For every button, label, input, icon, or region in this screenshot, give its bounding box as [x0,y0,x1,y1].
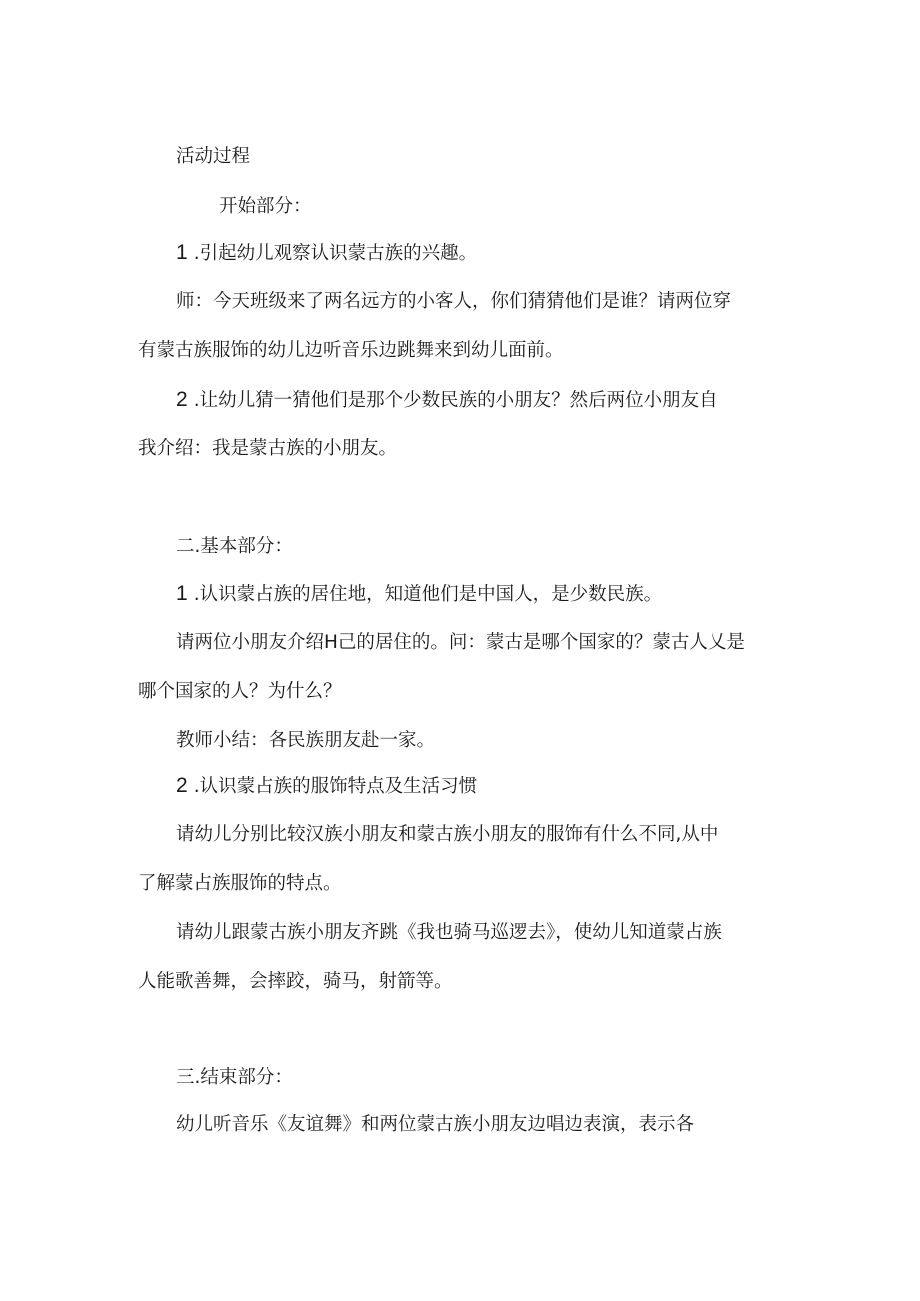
basic-item-1 [176,582,662,607]
opening-item-2 [176,388,718,413]
item-number: 2 [176,388,188,411]
item-number: 1 [176,241,188,264]
basic-para-2-line-1: 请幼儿分别比较汉族小朋友和蒙古族小朋友的服饰有什么不同,从中 [176,824,719,845]
section-title: 活动过程 [176,146,251,167]
item-text: .让幼儿猜一猜他们是那个少数民族的小朋友？然后两位小朋友自 [193,390,718,411]
ending-para-1-line-1: 幼儿听音乐《友谊舞》和两位蒙古族小朋友边唱边表演，表示各 [176,1114,695,1135]
basic-para-2-line-2: 了解蒙占族服饰的特点。 [138,873,342,894]
item-number: 1 [176,582,188,605]
item-number: 2 [176,774,188,797]
basic-para-1-line-2: 哪个国家的人？为什么？ [138,681,342,702]
opening-item-2-line-2: 我介绍：我是蒙古族的小朋友。 [138,438,398,459]
item-text: .认识蒙占族的服饰特点及生活习惯 [193,776,478,797]
basic-para-3-line-1: 请幼儿跟蒙古族小朋友齐跳《我也骑马巡逻去》，使幼儿知道蒙占族 [176,922,722,943]
basic-para-1-line-1: 请两位小朋友介绍H己的居住的。问：蒙古是哪个国家的？蒙古人乂是 [176,632,745,653]
item-text: .认识蒙占族的居住地，知道他们是中国人，是少数民族。 [193,584,663,605]
basic-item-2 [176,774,477,799]
teacher-line-2: 有蒙古族服饰的幼儿边听音乐边跳舞来到幼儿面前。 [138,340,564,361]
basic-para-3-line-2: 人能歌善舞，会摔跤，骑马，射箭等。 [138,971,453,992]
teacher-line-1: 师：今天班级来了两名远方的小客人，你们猜猜他们是谁？请两位穿 [176,291,732,312]
opening-item-1 [176,241,477,266]
item-text: .引起幼儿观察认识蒙古族的兴趣。 [193,243,478,264]
opening-heading: 开始部分： [219,196,312,217]
teacher-summary: 教师小结：各民族朋友赴一家。 [176,730,436,751]
basic-heading: 二.基本部分： [176,536,293,557]
ending-heading: 三.结束部分： [176,1067,293,1088]
